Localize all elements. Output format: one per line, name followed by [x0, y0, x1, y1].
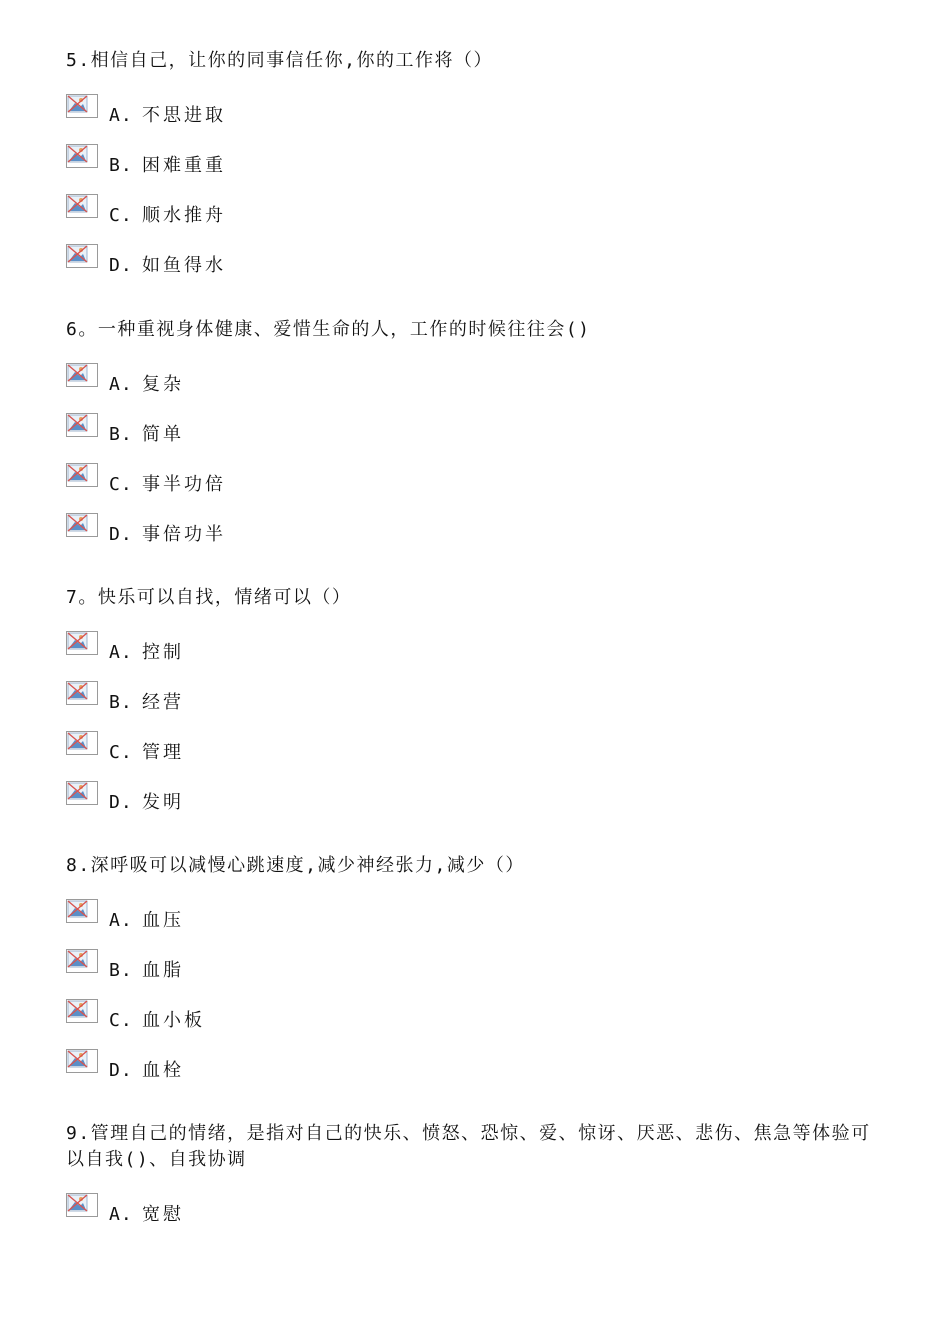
broken-image-icon	[66, 999, 98, 1023]
question-7	[66, 585, 886, 840]
question-5	[66, 48, 886, 303]
option-text: 血栓	[142, 1060, 184, 1081]
question-9	[66, 1121, 886, 1252]
option-text: 管理	[142, 742, 184, 763]
broken-image-icon	[66, 681, 98, 705]
option-d[interactable]	[66, 522, 886, 572]
broken-image-icon	[66, 1193, 98, 1217]
option-a[interactable]	[66, 640, 886, 690]
broken-image-icon	[66, 244, 98, 268]
broken-image-icon	[66, 631, 98, 655]
option-text: 发明	[142, 792, 184, 813]
broken-image-icon	[66, 194, 98, 218]
option-letter: A.	[109, 374, 133, 395]
option-letter: A.	[109, 1204, 133, 1225]
option-c[interactable]	[66, 740, 886, 790]
options-list	[66, 1202, 886, 1252]
option-letter: B.	[109, 424, 133, 445]
option-letter: B.	[109, 692, 133, 713]
option-a[interactable]	[66, 908, 886, 958]
options-list	[66, 908, 886, 1108]
broken-image-icon	[66, 144, 98, 168]
option-c[interactable]	[66, 203, 886, 253]
broken-image-icon	[66, 363, 98, 387]
options-list	[66, 372, 886, 572]
question-6	[66, 317, 886, 572]
option-d[interactable]	[66, 253, 886, 303]
option-d[interactable]	[66, 1058, 886, 1108]
option-letter: B.	[109, 155, 133, 176]
option-text: 血小板	[142, 1010, 205, 1031]
option-b[interactable]	[66, 690, 886, 740]
option-letter: C.	[109, 205, 133, 226]
question-text: 6。一种重视身体健康、爱惜生命的人，工作的时候往往会()	[66, 319, 591, 340]
option-letter: A.	[109, 105, 133, 126]
option-text: 血压	[142, 910, 184, 931]
broken-image-icon	[66, 781, 98, 805]
broken-image-icon	[66, 463, 98, 487]
broken-image-icon	[66, 513, 98, 537]
option-letter: C.	[109, 742, 133, 763]
option-letter: C.	[109, 474, 133, 495]
broken-image-icon	[66, 413, 98, 437]
broken-image-icon	[66, 899, 98, 923]
option-text: 复杂	[142, 374, 184, 395]
question-8	[66, 853, 886, 1108]
option-c[interactable]	[66, 1008, 886, 1058]
option-letter: B.	[109, 960, 133, 981]
option-text: 困难重重	[142, 155, 226, 176]
option-text: 经营	[142, 692, 184, 713]
option-a[interactable]	[66, 372, 886, 422]
option-c[interactable]	[66, 472, 886, 522]
option-text: 血脂	[142, 960, 184, 981]
option-b[interactable]	[66, 958, 886, 1008]
option-b[interactable]	[66, 422, 886, 472]
option-text: 控制	[142, 642, 184, 663]
option-text: 不思进取	[142, 105, 226, 126]
option-letter: A.	[109, 642, 133, 663]
option-text: 顺水推舟	[142, 205, 226, 226]
option-a[interactable]	[66, 103, 886, 153]
broken-image-icon	[66, 731, 98, 755]
question-text: 5.相信自己，让你的同事信任你,你的工作将（）	[66, 50, 494, 71]
option-letter: D.	[109, 255, 133, 276]
option-a[interactable]	[66, 1202, 886, 1252]
option-text: 简单	[142, 424, 184, 445]
broken-image-icon	[66, 949, 98, 973]
options-list	[66, 640, 886, 840]
option-text: 事半功倍	[142, 474, 226, 495]
option-letter: A.	[109, 910, 133, 931]
question-text: 7。快乐可以自找，情绪可以（）	[66, 587, 352, 608]
option-d[interactable]	[66, 790, 886, 840]
options-list	[66, 103, 886, 303]
broken-image-icon	[66, 1049, 98, 1073]
broken-image-icon	[66, 94, 98, 118]
question-text: 8.深呼吸可以减慢心跳速度,减少神经张力,减少（）	[66, 855, 525, 876]
option-text: 事倍功半	[142, 524, 226, 545]
option-letter: D.	[109, 524, 133, 545]
option-text: 宽慰	[142, 1204, 184, 1225]
option-b[interactable]	[66, 153, 886, 203]
option-text: 如鱼得水	[142, 255, 226, 276]
option-letter: D.	[109, 792, 133, 813]
question-text: 9.管理自己的情绪，是指对自己的快乐、愤怒、恐惊、爱、惊讶、厌恶、悲伤、焦急等体验可以自我()、自我协调	[66, 1123, 871, 1170]
option-letter: D.	[109, 1060, 133, 1081]
option-letter: C.	[109, 1010, 133, 1031]
